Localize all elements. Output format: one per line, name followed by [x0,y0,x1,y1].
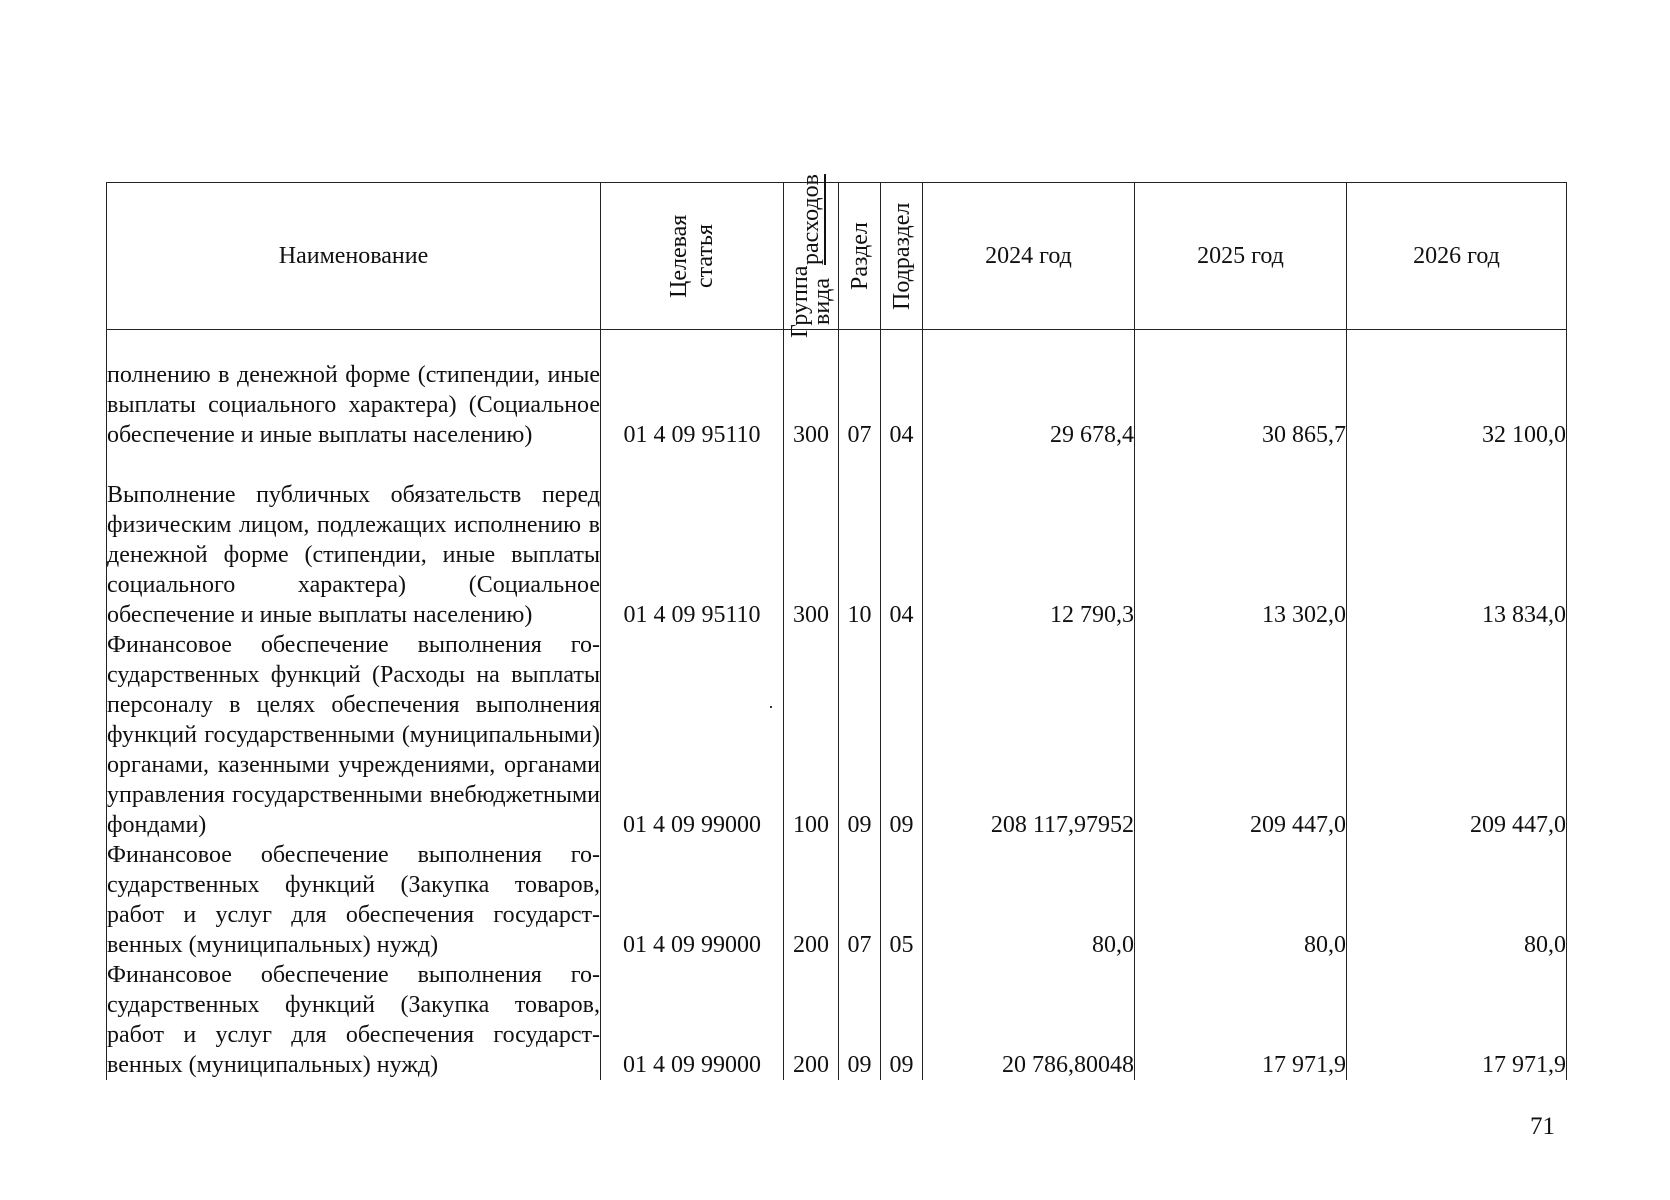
header-target-article-label: Целевая статья [666,214,718,298]
row-amount-2026: 80,0 [1347,840,1567,960]
header-2025: 2025 год [1135,183,1347,330]
row-section: 09 [839,630,881,840]
row-amount-2025: 209 447,0 [1135,630,1347,840]
row-section: 09 [839,960,881,1080]
row-amount-2024: 20 786,80048 [923,960,1135,1080]
table-row [107,630,1567,840]
row-name: Финансовое обеспечение выполнения государственных функций (Расходы на выплаты персоналу в целях обеспечения выполнения функций государственными (муниципальными) органами, казенными учреждениями, органами управления государственными внебюджетными фондами) [107,632,600,838]
table-row [107,960,1567,1080]
row-name: Финансовое обеспечение выполнения государственных функций (Закупка товаров, работ и услуг для обеспечения государственных (муниципальных) нужд) [107,962,600,1078]
row-amount-2024: 80,0 [923,840,1135,960]
row-amount-2024: 29 678,4 [923,330,1135,451]
row-amount-2026: 13 834,0 [1347,450,1567,630]
table-header-row [107,183,1567,330]
page-number: 71 [1530,1113,1555,1140]
table-row [107,840,1567,960]
table-row [107,330,1567,451]
header-section-label: Раздел [846,222,873,290]
header-section [839,183,881,330]
row-section: 07 [839,840,881,960]
row-amount-2026: 32 100,0 [1347,330,1567,451]
table-row [107,450,1567,630]
row-amount-2025: 17 971,9 [1135,960,1347,1080]
row-target-article: 01 4 09 99000 [601,960,784,1080]
row-amount-2025: 13 302,0 [1135,450,1347,630]
scan-speck [770,706,772,708]
row-expense-group: 300 [784,330,839,451]
row-subsection: 09 [881,960,923,1080]
row-subsection: 09 [881,630,923,840]
row-target-article: 01 4 09 99000 [601,630,784,840]
row-amount-2025: 30 865,7 [1135,330,1347,451]
header-2024: 2024 год [923,183,1135,330]
row-section: 07 [839,330,881,451]
header-expense-group-line1: Группа вида [787,265,835,338]
row-amount-2025: 80,0 [1135,840,1347,960]
row-expense-group: 100 [784,630,839,840]
budget-table-sheet [106,174,1566,1080]
row-amount-2024: 208 117,97952 [923,630,1135,840]
row-subsection: 04 [881,330,923,451]
row-subsection: 04 [881,450,923,630]
row-name: полнению в денежной форме (стипендии, иные выплаты социального характера) (Социальное обеспечение и иные выплаты населению) [107,330,601,451]
row-amount-2026: 209 447,0 [1347,630,1567,840]
row-name: Выполнение публичных обязательств перед физическим лицом, подлежащих исполнению в денежной форме (стипендии, иные выплаты социального характера) (Социальное обеспечение и иные выплаты населению) [107,450,601,630]
budget-table [106,174,1567,1080]
row-expense-group: 300 [784,450,839,630]
header-expense-group-line2: расходов [798,174,824,266]
row-target-article: 01 4 09 99000 [601,840,784,960]
row-section: 10 [839,450,881,630]
row-target-article: 01 4 09 95110 [601,450,784,630]
row-target-article: 01 4 09 95110 [601,330,784,451]
row-amount-2024: 12 790,3 [923,450,1135,630]
header-name: Наименование [107,183,601,330]
header-expense-group [784,174,839,338]
header-target-article [601,183,784,330]
row-expense-group: 200 [784,960,839,1080]
header-expense-group-label [786,174,836,338]
header-subsection [881,183,923,330]
row-name: Финансовое обеспечение выполнения государственных функций (Закупка товаров, работ и услуг для обеспечения государственных (муниципальных) нужд) [107,842,600,958]
header-2026: 2026 год [1347,183,1567,330]
row-subsection: 05 [881,840,923,960]
header-subsection-label: Подраздел [888,202,915,310]
row-amount-2026: 17 971,9 [1347,960,1567,1080]
row-expense-group: 200 [784,840,839,960]
